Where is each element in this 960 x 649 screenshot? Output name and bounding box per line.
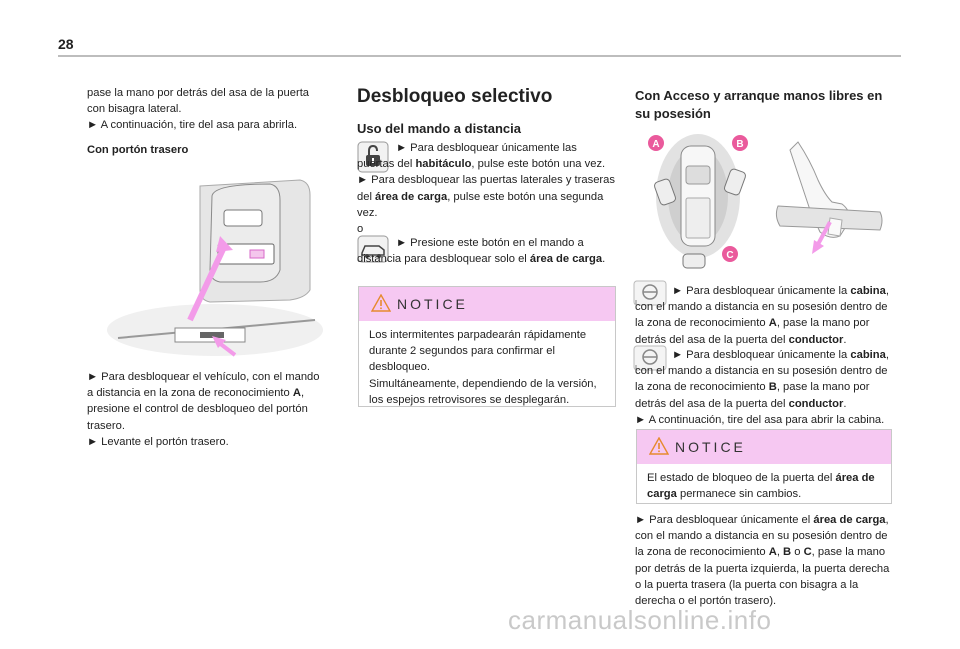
col3-p4 bbox=[635, 512, 891, 609]
col3-p1-d: A bbox=[768, 317, 777, 330]
notice-2-c: permanece sin cambios. bbox=[676, 488, 802, 501]
col1-p3-b: A bbox=[292, 387, 301, 400]
col3-p1-e: , pase la mano por detrás del asa de la puerta del bbox=[635, 317, 870, 346]
col3-p4-i: , pase la mano por detrás de la puerta izquierda, la puerta derecha o la puerta trasera (la puerta con bisagra a la derecha o el portón trasero). bbox=[635, 546, 890, 608]
col1-p4-text: ► Levante el portón trasero. bbox=[87, 435, 229, 448]
col1-p1 bbox=[87, 85, 327, 134]
notice-body-2 bbox=[637, 464, 891, 508]
col3-p4-e: , bbox=[776, 546, 784, 559]
notice-title-2: NOTICE bbox=[675, 439, 746, 455]
col2-p1 bbox=[357, 140, 615, 237]
tailgate-svg bbox=[100, 170, 330, 360]
col2-p3 bbox=[357, 235, 615, 267]
col3-p4-c: , con el mando a distancia en su posesión dentro de la zona de reconocimiento bbox=[635, 514, 889, 559]
col3-p4-b: área de carga bbox=[813, 514, 886, 526]
col2-p1-b: habitáculo bbox=[415, 158, 472, 171]
zone-label-c: C bbox=[726, 250, 734, 261]
page-number: 28 bbox=[58, 36, 74, 52]
col2-p1-a: ► Para desbloquear únicamente las puertas del bbox=[357, 142, 577, 171]
notice-title-1: NOTICE bbox=[397, 296, 468, 312]
hand-illustration bbox=[770, 140, 885, 260]
zones-svg bbox=[643, 128, 753, 278]
col3-p2-c: , con el mando a distancia en su posesión dentro de la zona de reconocimiento bbox=[635, 349, 889, 394]
notice-box-1 bbox=[358, 286, 616, 407]
col3-p2-e: , pase la mano por detrás del asa de la puerta del bbox=[635, 381, 870, 410]
col2-title: Desbloqueo selectivo bbox=[357, 86, 553, 107]
col3-p1-text bbox=[635, 283, 891, 348]
col3-title: Con Acceso y arranque manos libres en su posesión bbox=[635, 88, 883, 121]
col1-heading: Con portón trasero bbox=[87, 144, 189, 156]
col3-p2-b: cabina bbox=[850, 349, 886, 361]
col2-p1-c: , pulse este botón una vez. bbox=[471, 158, 606, 171]
col3-p1-b: cabina bbox=[850, 285, 886, 297]
col3-p1-g: . bbox=[843, 333, 847, 346]
zones-illustration bbox=[643, 128, 753, 278]
col3-p2 bbox=[635, 347, 891, 428]
tailgate-illustration bbox=[100, 170, 330, 360]
notice-header-2 bbox=[637, 430, 891, 464]
col3-p4-h: C bbox=[803, 546, 812, 559]
col2-p3-b: área de carga bbox=[529, 253, 603, 266]
col3-p4-f: B bbox=[783, 546, 792, 559]
col3-p2-d: B bbox=[768, 381, 777, 394]
col3-p2-g: . bbox=[843, 397, 847, 410]
col2-p2-c: , pulse este botón una segunda vez. bbox=[357, 190, 604, 219]
col3-p4-a: ► Para desbloquear únicamente el bbox=[635, 514, 814, 526]
hand-svg bbox=[770, 140, 885, 260]
col3-p4-d: A bbox=[768, 546, 777, 559]
col3-p1-a: ► Para desbloquear únicamente la bbox=[672, 285, 851, 297]
col3-p1 bbox=[635, 283, 891, 348]
col2-p2-b: área de carga bbox=[375, 190, 448, 203]
notice-1-p2: Simultáneamente, dependiendo de la versión, los espejos retrovisores se desplegarán. bbox=[369, 377, 597, 406]
col2-or: o bbox=[357, 223, 364, 236]
col3-p4-g: o bbox=[791, 546, 804, 559]
warning-icon bbox=[371, 294, 391, 312]
notice-2-b: área de carga bbox=[647, 472, 875, 501]
col3-p1-f: conductor bbox=[788, 333, 844, 346]
col1-p3-a: ► Para desbloquear el vehículo, con el mando a distancia en la zona de reconocimiento bbox=[87, 371, 320, 400]
col3-p2-text bbox=[635, 347, 891, 412]
col2-p3-a: ► Presione este botón en el mando a distancia para desbloquear solo el bbox=[357, 237, 584, 266]
col1-p3-c: , presione el control de desbloqueo del portón trasero. bbox=[87, 387, 308, 432]
notice-header-1 bbox=[359, 287, 615, 321]
watermark: carmanualsonline.info bbox=[508, 605, 772, 635]
col1-p3 bbox=[87, 369, 327, 450]
col3-p3-text: ► A continuación, tire del asa para abrir la cabina. bbox=[635, 413, 885, 426]
notice-2-text bbox=[647, 470, 881, 502]
col2-p3-c: . bbox=[602, 253, 606, 266]
col2-p3-text bbox=[357, 235, 615, 267]
notice-body-1 bbox=[359, 321, 615, 414]
col3-p1-c: , con el mando a distancia en su posesión dentro de la zona de reconocimiento bbox=[635, 285, 889, 330]
col2-subtitle: Uso del mando a distancia bbox=[357, 121, 521, 136]
col2-p2-text bbox=[357, 172, 615, 221]
col2-p2-a: ► Para desbloquear las puertas laterales y traseras del bbox=[357, 174, 615, 203]
header-rule bbox=[58, 55, 901, 57]
col1-p1-text: pase la mano por detrás del asa de la puerta con bisagra lateral. bbox=[87, 87, 310, 116]
warning-icon bbox=[649, 437, 669, 455]
notice-2-a: El estado de bloqueo de la puerta del bbox=[647, 472, 836, 484]
col3-p4-text bbox=[635, 512, 891, 609]
zone-label-b: B bbox=[736, 139, 744, 150]
col3-p2-a: ► Para desbloquear únicamente la bbox=[672, 349, 851, 361]
notice-box-2 bbox=[636, 429, 892, 504]
col1-p2-text: ► A continuación, tire del asa para abrirla. bbox=[87, 119, 298, 132]
col3-p2-f: conductor bbox=[788, 397, 844, 410]
col1-p3-text bbox=[87, 369, 327, 434]
col2-p1-text bbox=[357, 140, 615, 172]
zone-label-a: A bbox=[652, 139, 660, 150]
notice-1-p1: Los intermitentes parpadearán rápidamente durante 2 segundos para confirmar el desbloqueo. bbox=[369, 329, 587, 374]
